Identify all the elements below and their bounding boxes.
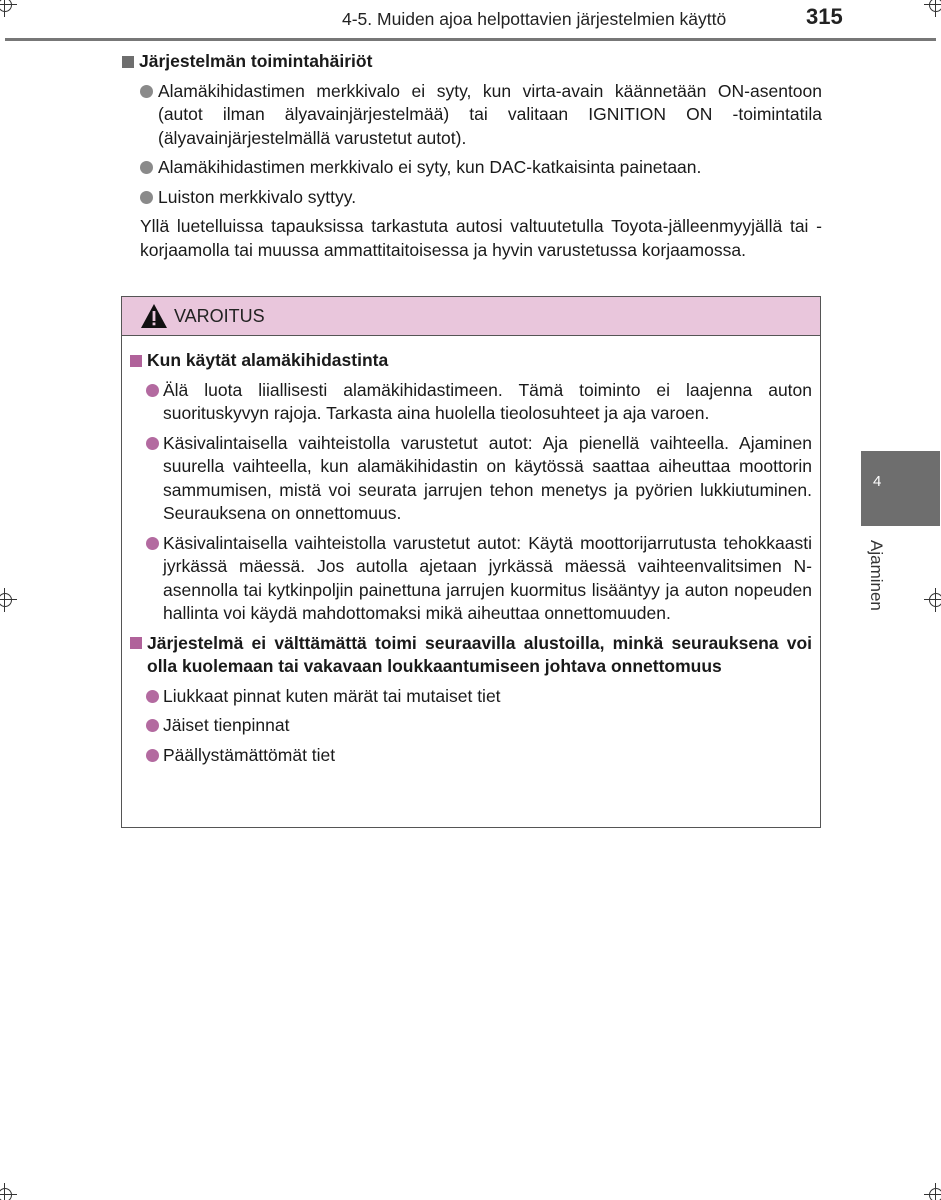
list-item: Alamäkihidastimen merkkivalo ei syty, kun virta-avain käännetään ON-asentoon (autot ilman älyavainjärjestelmää) tai valitaan IGNITION ON -toimintatila (älyavainjärjestelmällä varustetut autot). <box>140 80 822 151</box>
list-item: Luiston merkkivalo syttyy. <box>140 186 822 210</box>
circle-bullet-icon <box>140 85 153 98</box>
section-heading: Järjestelmä ei välttämättä toimi seuraavilla alustoilla, minkä seurauksena voi olla kuolemaan tai vakavaan loukkaantumiseen johtava onnettomuus <box>130 632 812 679</box>
registration-mark <box>0 588 17 612</box>
warning-triangle-icon <box>140 303 168 329</box>
list-item: Käsivalintaisella vaihteistolla varustetut autot: Aja pienellä vaihteella. Ajaminen suurella vaihteella, kun alamäkihidastin on käytössä saattaa aiheuttaa moottorin sammumisen, mistä voi seurata jarrujen tehon menetys ja pyörien lukkiutuminen. Seurauksena on onnettomuus. <box>146 432 812 526</box>
registration-mark <box>0 0 17 17</box>
circle-bullet-icon <box>146 719 159 732</box>
warning-body <box>122 336 820 767</box>
registration-mark <box>924 0 941 17</box>
page-header-title: 4-5. Muiden ajoa helpottavien järjestelmien käyttö <box>342 9 727 29</box>
list-item: Liukkaat pinnat kuten märät tai mutaiset tiet <box>146 685 812 709</box>
list-item: Käsivalintaisella vaihteistolla varustetut autot: Käytä moottorijarrutusta tehokkaasti jyrkässä mäessä. Jos autolla ajetaan jyrkässä mäessä vaihteenvalitsimen N-asennolla tai kytkinpoljin painettuna jarrujen kuormitus lisääntyy ja auton nopeuden hallinta voi käydä mahdottomaksi mikä aiheuttaa onnettomuuden. <box>146 532 812 626</box>
circle-bullet-icon <box>146 690 159 703</box>
circle-bullet-icon <box>146 437 159 450</box>
malfunction-section <box>122 50 822 262</box>
warning-header <box>122 297 820 336</box>
circle-bullet-icon <box>140 161 153 174</box>
warning-box <box>121 296 821 828</box>
section-heading: Järjestelmän toimintahäiriöt <box>122 50 822 74</box>
square-bullet-icon <box>130 637 142 649</box>
page-number: 315 <box>806 4 843 29</box>
note-paragraph: Yllä luetelluissa tapauksissa tarkastuta autosi valtuutetulla Toyota-jälleenmyyjällä tai -korjaamolla tai muussa ammattitaitoisessa ja hyvin varustetussa korjaamossa. <box>140 216 822 260</box>
chapter-tab <box>861 451 940 526</box>
registration-mark <box>0 1183 17 1200</box>
section-heading: Kun käytät alamäkihidastinta <box>130 349 812 373</box>
square-bullet-icon <box>130 355 142 367</box>
list-item: Älä luota liiallisesti alamäkihidastimeen. Tämä toiminto ei laajenna auton suorituskyvyn rajoja. Tarkasta aina huolella tieolosuhteet ja aja varoen. <box>146 379 812 426</box>
circle-bullet-icon <box>146 537 159 550</box>
list-item: Alamäkihidastimen merkkivalo ei syty, kun DAC-katkaisinta painetaan. <box>140 156 822 180</box>
registration-mark <box>924 588 941 612</box>
header-divider <box>5 38 936 41</box>
list-item: Jäiset tienpinnat <box>146 714 812 738</box>
circle-bullet-icon <box>140 191 153 204</box>
warning-label: VAROITUS <box>174 305 265 326</box>
chapter-label: Ajaminen <box>867 540 886 611</box>
chapter-number: 4 <box>873 473 882 490</box>
list-item: Päällystämättömät tiet <box>146 744 812 768</box>
circle-bullet-icon <box>146 749 159 762</box>
circle-bullet-icon <box>146 384 159 397</box>
registration-mark <box>924 1183 941 1200</box>
square-bullet-icon <box>122 56 134 68</box>
